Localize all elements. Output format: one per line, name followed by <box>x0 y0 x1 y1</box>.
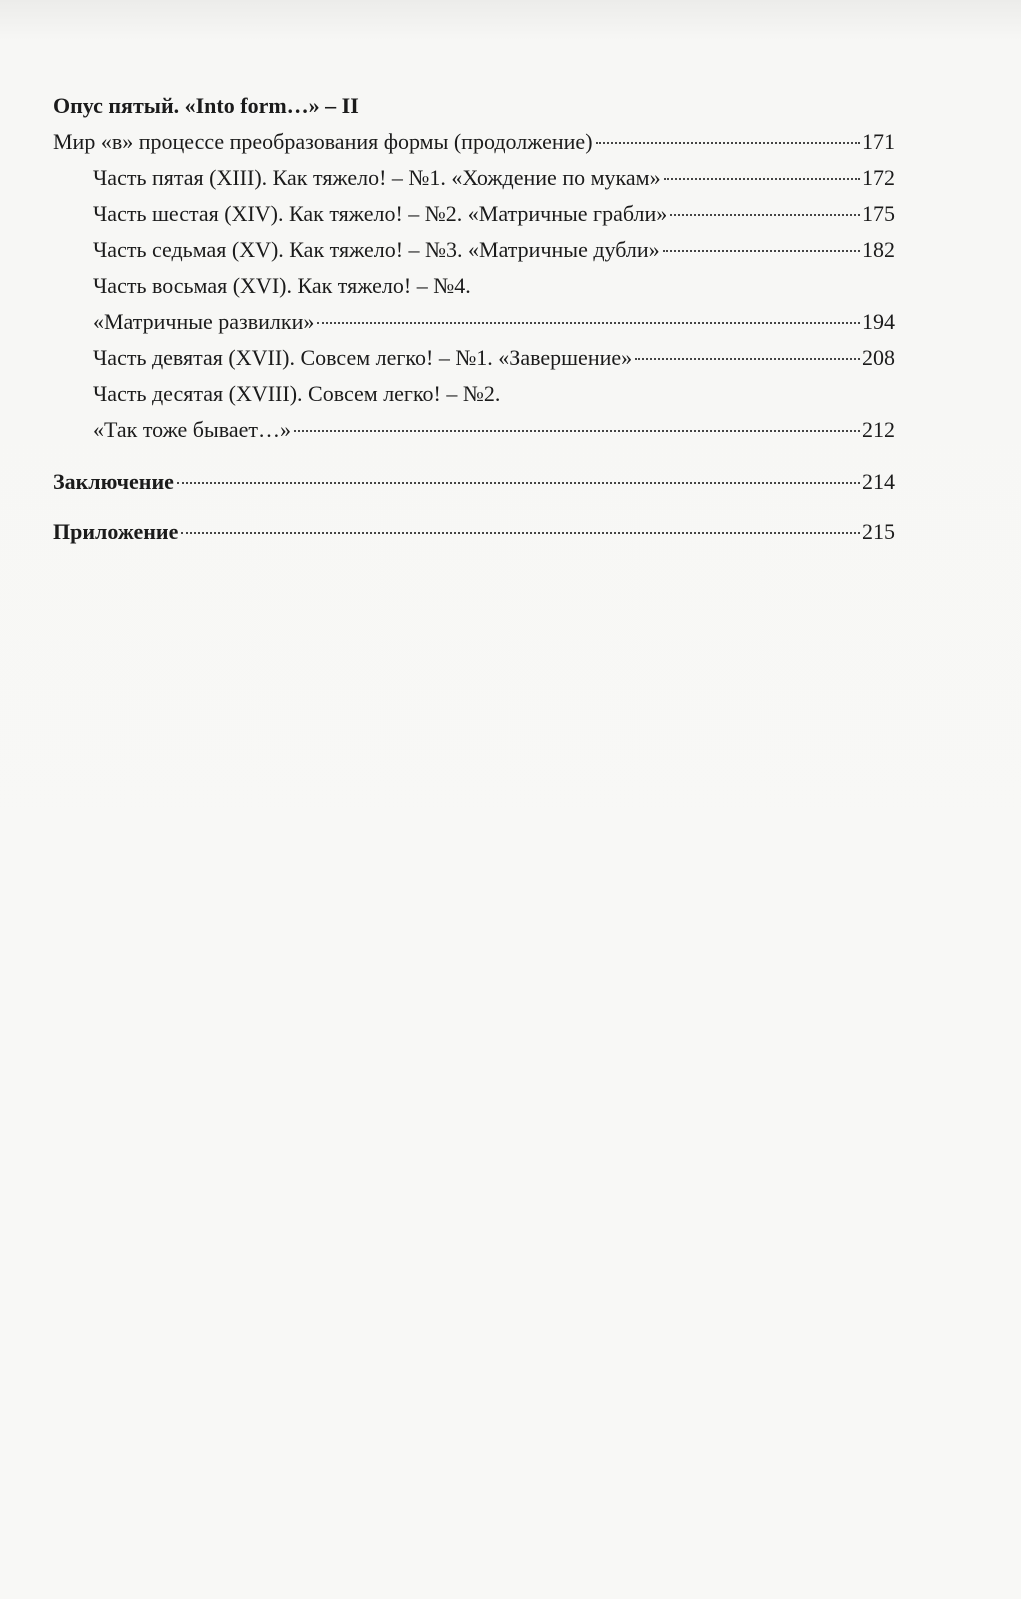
toc-entry-part-seven <box>53 232 895 268</box>
toc-entry-page: 175 <box>862 201 895 226</box>
toc-entry-page: 172 <box>862 165 895 190</box>
toc-entry-part-ten-line1: Часть десятая (XVIII). Совсем легко! – №2. <box>93 381 501 406</box>
toc-entry-label: «Так тоже бывает…» <box>93 417 292 442</box>
dot-leader <box>663 250 860 252</box>
dot-leader <box>177 482 860 484</box>
toc-entry-label: Часть пятая (XIII). Как тяжело! – №1. «Хождение по мукам» <box>93 165 661 190</box>
toc-entry-part-ten <box>53 412 895 448</box>
toc-entry-page: 208 <box>862 345 895 370</box>
toc-entry-part-five <box>53 160 895 196</box>
toc-entry-label: Заключение <box>53 469 174 494</box>
dot-leader <box>317 322 860 324</box>
dot-leader <box>635 358 860 360</box>
toc-entry-label: Часть седьмая (XV). Как тяжело! – №3. «Матричные дубли» <box>93 237 660 262</box>
toc-entry-page: 214 <box>862 469 895 494</box>
table-of-contents <box>53 88 895 550</box>
toc-entry-part-nine <box>53 340 895 376</box>
toc-entry-part-eight <box>53 304 895 340</box>
toc-entry-label: Часть девятая (XVII). Совсем легко! – №1. «Завершение» <box>93 345 633 370</box>
dot-leader <box>664 178 860 180</box>
toc-entry-page: 212 <box>862 417 895 442</box>
dot-leader <box>181 532 860 534</box>
toc-entry-label: Приложение <box>53 519 179 544</box>
toc-entry-label: Часть шестая (XIV). Как тяжело! – №2. «Матричные грабли» <box>93 201 668 226</box>
dot-leader <box>670 214 860 216</box>
dot-leader <box>294 430 860 432</box>
opus-heading: Опус пятый. «Into form…» – II <box>53 93 359 118</box>
toc-entry-part-eight-line1: Часть восьмая (XVI). Как тяжело! – №4. <box>93 273 471 298</box>
toc-entry-world-in-process <box>53 124 895 160</box>
toc-entry-page: 182 <box>862 237 895 262</box>
toc-entry-part-six <box>53 196 895 232</box>
toc-entry-page: 194 <box>862 309 895 334</box>
toc-entry-label: Мир «в» процессе преобразования формы (продолжение) <box>53 129 593 154</box>
toc-entry-page: 215 <box>862 519 895 544</box>
toc-entry-label: «Матричные развилки» <box>93 309 315 334</box>
toc-entry-page: 171 <box>862 129 895 154</box>
toc-entry-conclusion <box>53 464 895 500</box>
dot-leader <box>596 142 860 144</box>
toc-entry-appendix <box>53 514 895 550</box>
